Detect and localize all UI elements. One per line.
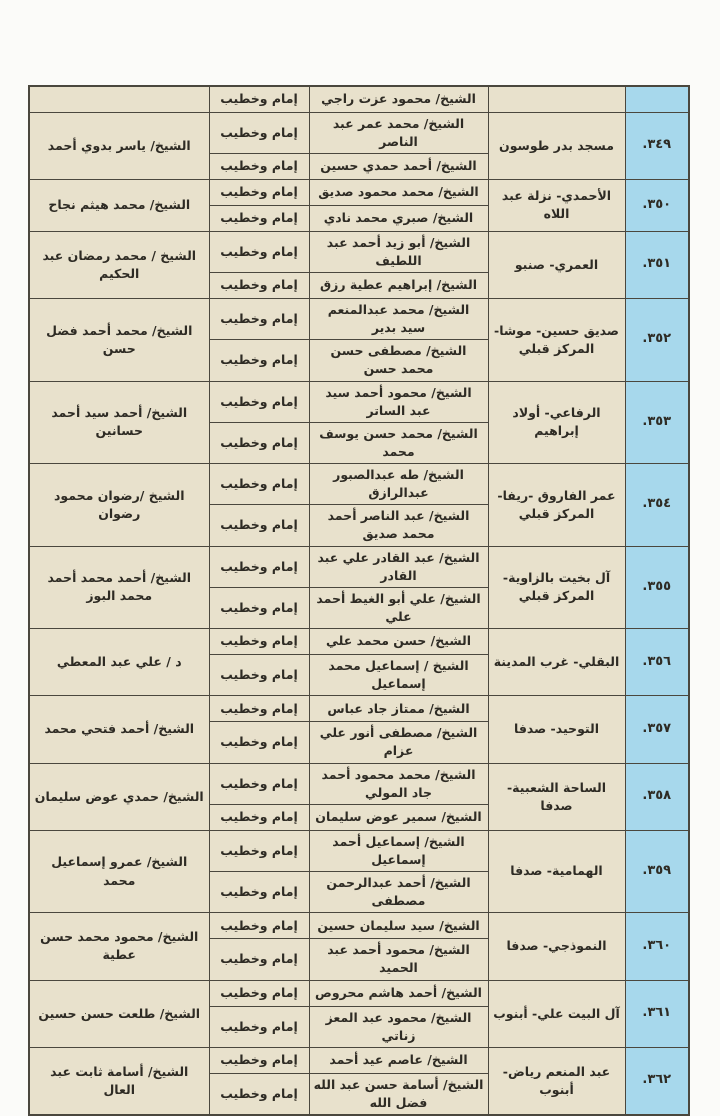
- role-cell: إمام وخطيب: [209, 913, 309, 939]
- mosque-name-cell: البقلي- غرب المدينة: [488, 629, 625, 696]
- mosque-name-cell: آل البيت علي- أبنوب: [488, 980, 625, 1047]
- mosque-name-cell: الرفاعي- أولاد إبراهيم: [488, 381, 625, 464]
- role-cell: إمام وخطيب: [209, 722, 309, 763]
- imams-table-body: [29, 86, 689, 1115]
- imam-name-cell: الشيخ/ محمد محمود صديق: [309, 179, 488, 205]
- imam-name-cell: الشيخ/ محمود عبد المعز زناتي: [309, 1006, 488, 1047]
- table-row: [29, 112, 689, 153]
- imam-name-cell: الشيخ/ محمد محمود أحمد جاد المولي: [309, 763, 488, 804]
- supervisor-name-cell: الشيخ/ أسامة ثابت عبد العال: [29, 1047, 209, 1115]
- supervisor-name-cell: الشيخ/ طلعت حسن حسين: [29, 980, 209, 1047]
- row-number-cell: ٣٥٦.: [625, 629, 689, 696]
- table-row: [29, 464, 689, 505]
- table-row: [29, 830, 689, 871]
- imam-name-cell: الشيخ/ مصطفى حسن محمد حسن: [309, 340, 488, 381]
- imam-name-cell: الشيخ/ محمود أحمد عبد الحميد: [309, 939, 488, 980]
- mosque-name-cell: عبد المنعم رياض- أبنوب: [488, 1047, 625, 1115]
- imam-name-cell: الشيخ/ محمود أحمد سيد عبد الساتر: [309, 381, 488, 422]
- supervisor-name-cell: الشيخ/ عمرو إسماعيل محمد: [29, 830, 209, 913]
- imam-name-cell: الشيخ/ حسن محمد علي: [309, 629, 488, 655]
- imam-name-cell: الشيخ/ طه عبدالصبور عبدالرازق: [309, 464, 488, 505]
- row-number-cell: ٣٥١.: [625, 231, 689, 298]
- role-cell: إمام وخطيب: [209, 464, 309, 505]
- imam-name-cell: الشيخ/ عاصم عيد أحمد: [309, 1047, 488, 1073]
- table-row: [29, 980, 689, 1006]
- supervisor-name-cell: الشيخ/ ياسر بدوي أحمد: [29, 112, 209, 179]
- role-cell: إمام وخطيب: [209, 381, 309, 422]
- mosque-name-cell: عمر الفاروق -ريفا- المركز قبلي: [488, 464, 625, 547]
- role-cell: إمام وخطيب: [209, 340, 309, 381]
- role-cell: إمام وخطيب: [209, 205, 309, 231]
- imam-name-cell: الشيخ/ محمد عمر عبد الناصر: [309, 112, 488, 153]
- row-number-cell: ٣٥٩.: [625, 830, 689, 913]
- mosque-name-cell: آل بخيت بالزاوية- المركز قبلي: [488, 546, 625, 629]
- mosque-name-cell: صديق حسين- موشا- المركز قبلي: [488, 299, 625, 382]
- imam-name-cell: الشيخ/ أحمد حمدي حسين: [309, 153, 488, 179]
- role-cell: إمام وخطيب: [209, 112, 309, 153]
- mosque-name-cell: مسجد بدر طوسون: [488, 112, 625, 179]
- role-cell: إمام وخطيب: [209, 179, 309, 205]
- table-row: [29, 696, 689, 722]
- imam-name-cell: الشيخ/ ممتاز جاد عباس: [309, 696, 488, 722]
- imam-name-cell: الشيخ/ صبري محمد نادي: [309, 205, 488, 231]
- imam-name-cell: الشيخ/ محمد عبدالمنعم سيد بدير: [309, 299, 488, 340]
- mosque-name-cell: النموذجي- صدفا: [488, 913, 625, 980]
- imam-name-cell: الشيخ/ أحمد عبدالرحمن مصطفى: [309, 872, 488, 913]
- supervisor-name-cell: الشيخ/ أحمد سيد أحمد حسانين: [29, 381, 209, 464]
- mosque-name-cell: [488, 86, 625, 112]
- imam-name-cell: الشيخ/ محمود عزت راجي: [309, 86, 488, 112]
- supervisor-name-cell: الشيخ/ أحمد محمد أحمد محمد البوز: [29, 546, 209, 629]
- row-number-cell: ٣٦٢.: [625, 1047, 689, 1115]
- supervisor-name-cell: [29, 86, 209, 112]
- role-cell: إمام وخطيب: [209, 86, 309, 112]
- imam-name-cell: الشيخ/ عبد القادر علي عبد القادر: [309, 546, 488, 587]
- imam-name-cell: الشيخ/ عبد الناصر أحمد محمد صديق: [309, 505, 488, 546]
- row-number-cell: ٣٥٨.: [625, 763, 689, 830]
- row-number-cell: ٣٥٤.: [625, 464, 689, 547]
- role-cell: إمام وخطيب: [209, 830, 309, 871]
- row-number-cell: [625, 86, 689, 112]
- imam-name-cell: الشيخ / إسماعيل محمد إسماعيل: [309, 655, 488, 696]
- row-number-cell: ٣٥٣.: [625, 381, 689, 464]
- role-cell: إمام وخطيب: [209, 872, 309, 913]
- table-row-partial: [29, 86, 689, 112]
- role-cell: إمام وخطيب: [209, 696, 309, 722]
- role-cell: إمام وخطيب: [209, 153, 309, 179]
- table-row: [29, 179, 689, 205]
- table-row: [29, 629, 689, 655]
- mosque-name-cell: الهمامية- صدفا: [488, 830, 625, 913]
- row-number-cell: ٣٥٢.: [625, 299, 689, 382]
- mosque-name-cell: التوحيد- صدفا: [488, 696, 625, 763]
- imam-name-cell: الشيخ/ أبو زيد أحمد عبد اللطيف: [309, 231, 488, 272]
- role-cell: إمام وخطيب: [209, 273, 309, 299]
- table-row: [29, 546, 689, 587]
- table-row: [29, 913, 689, 939]
- role-cell: إمام وخطيب: [209, 587, 309, 628]
- role-cell: إمام وخطيب: [209, 299, 309, 340]
- supervisor-name-cell: الشيخ/ حمدي عوض سليمان: [29, 763, 209, 830]
- row-number-cell: ٣٦٠.: [625, 913, 689, 980]
- role-cell: إمام وخطيب: [209, 980, 309, 1006]
- role-cell: إمام وخطيب: [209, 763, 309, 804]
- table-row: [29, 299, 689, 340]
- role-cell: إمام وخطيب: [209, 804, 309, 830]
- role-cell: إمام وخطيب: [209, 1006, 309, 1047]
- mosque-name-cell: العمري- صنبو: [488, 231, 625, 298]
- row-number-cell: ٣٦١.: [625, 980, 689, 1047]
- table-row: [29, 763, 689, 804]
- imam-name-cell: الشيخ/ إسماعيل أحمد إسماعيل: [309, 830, 488, 871]
- row-number-cell: ٣٥٥.: [625, 546, 689, 629]
- role-cell: إمام وخطيب: [209, 629, 309, 655]
- supervisor-name-cell: الشيخ / محمد رمضان عبد الحكيم: [29, 231, 209, 298]
- imam-name-cell: الشيخ/ سمير عوض سليمان: [309, 804, 488, 830]
- role-cell: إمام وخطيب: [209, 1073, 309, 1115]
- imam-name-cell: الشيخ/ علي أبو الغيط أحمد علي: [309, 587, 488, 628]
- row-number-cell: ٣٥٠.: [625, 179, 689, 231]
- imam-name-cell: الشيخ/ أحمد هاشم محروص: [309, 980, 488, 1006]
- role-cell: إمام وخطيب: [209, 939, 309, 980]
- role-cell: إمام وخطيب: [209, 655, 309, 696]
- imam-name-cell: الشيخ/ أسامة حسن عبد الله فضل الله: [309, 1073, 488, 1115]
- supervisor-name-cell: الشيخ/ محمد أحمد فضل حسن: [29, 299, 209, 382]
- role-cell: إمام وخطيب: [209, 1047, 309, 1073]
- role-cell: إمام وخطيب: [209, 546, 309, 587]
- imam-name-cell: الشيخ/ محمد حسن يوسف محمد: [309, 422, 488, 463]
- role-cell: إمام وخطيب: [209, 231, 309, 272]
- supervisor-name-cell: الشيخ/ أحمد فتحي محمد: [29, 696, 209, 763]
- supervisor-name-cell: الشيخ/ محمود محمد حسن عطية: [29, 913, 209, 980]
- role-cell: إمام وخطيب: [209, 422, 309, 463]
- row-number-cell: ٣٤٩.: [625, 112, 689, 179]
- table-row: [29, 231, 689, 272]
- mosque-name-cell: الساحة الشعبية- صدفا: [488, 763, 625, 830]
- table-row: [29, 381, 689, 422]
- imam-name-cell: الشيخ/ مصطفى أنور علي عزام: [309, 722, 488, 763]
- imam-name-cell: الشيخ/ سيد سليمان حسين: [309, 913, 488, 939]
- row-number-cell: ٣٥٧.: [625, 696, 689, 763]
- role-cell: إمام وخطيب: [209, 505, 309, 546]
- supervisor-name-cell: د / علي عبد المعطي: [29, 629, 209, 696]
- mosque-name-cell: الأحمدي- نزلة عبد اللاه: [488, 179, 625, 231]
- supervisor-name-cell: الشيخ /رضوان محمود رضوان: [29, 464, 209, 547]
- supervisor-name-cell: الشيخ/ محمد هيثم نجاح: [29, 179, 209, 231]
- imams-roster-table: [28, 85, 690, 1116]
- imam-name-cell: الشيخ/ إبراهيم عطية رزق: [309, 273, 488, 299]
- table-row: [29, 1047, 689, 1073]
